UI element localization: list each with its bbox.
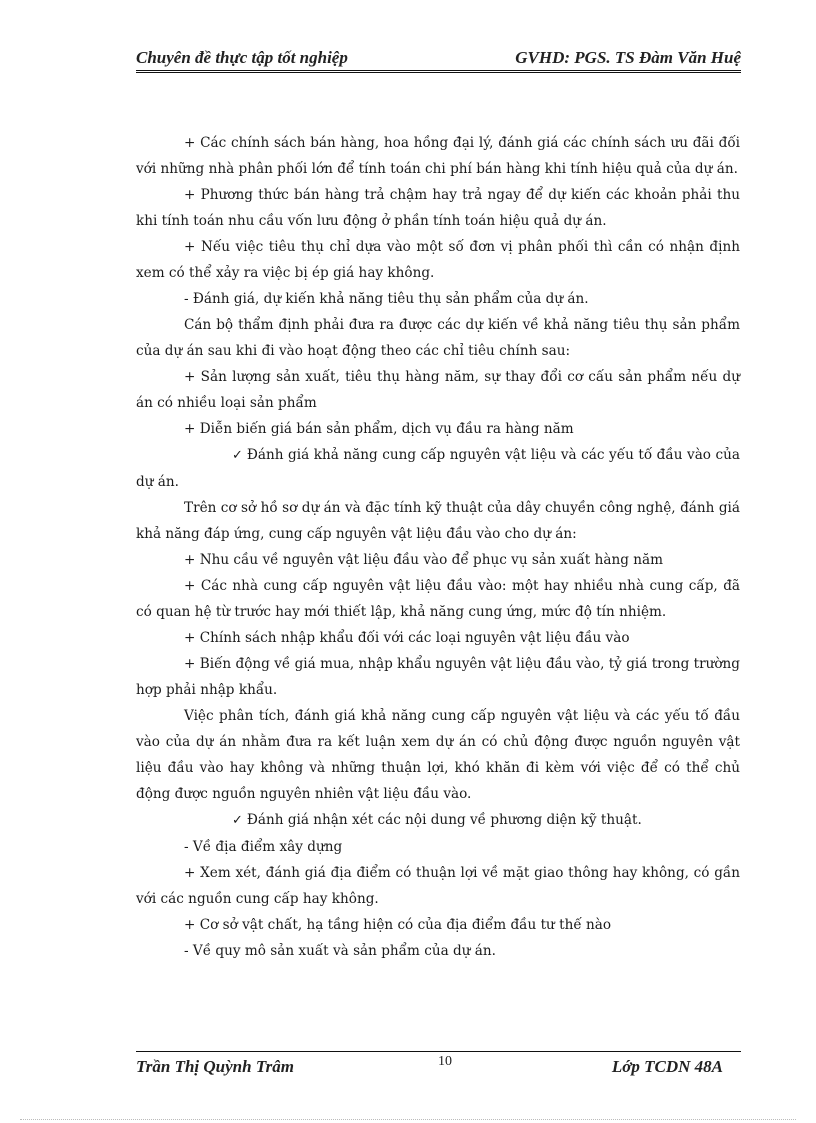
paragraph: - Về quy mô sản xuất và sản phẩm của dự án. [184, 943, 496, 959]
paragraph: + Phương thức bán hàng trả chậm hay trả ngay để dự kiến các khoản phải thu khi tính toán nhu cầu vốn lưu động ở phần tính toán hiệu quả dự án. [136, 187, 740, 229]
page-header [136, 48, 741, 71]
document-body [136, 130, 740, 964]
paragraph: Cán bộ thẩm định phải đưa ra được các dự kiến về khả năng tiêu thụ sản phẩm của dự án sau khi đi vào hoạt động theo các chỉ tiêu chính sau: [136, 317, 740, 359]
paragraph: Trên cơ sở hồ sơ dự án và đặc tính kỹ thuật của dây chuyền công nghệ, đánh giá khả năng đáp ứng, cung cấp nguyên vật liệu đầu vào cho dự án: [136, 500, 740, 542]
paragraph: + Sản lượng sản xuất, tiêu thụ hàng năm, sự thay đổi cơ cấu sản phẩm nếu dự án có nhiều loại sản phẩm [136, 369, 740, 411]
section-heading [136, 807, 740, 834]
paragraph: + Biến động về giá mua, nhập khẩu nguyên vật liệu đầu vào, tỷ giá trong trường hợp phải nhập khẩu. [136, 656, 740, 698]
paragraph: + Các chính sách bán hàng, hoa hồng đại lý, đánh giá các chính sách ưu đãi đối với những nhà phân phối lớn để tính toán chi phí bán hàng khi tính hiệu quả của dự án. [136, 135, 740, 177]
paragraph: - Về địa điểm xây dựng [184, 839, 343, 855]
paragraph: Việc phân tích, đánh giá khả năng cung cấp nguyên vật liệu và các yếu tố đầu vào của dự án nhằm đưa ra kết luận xem dự án có chủ động được nguồn nguyên vật liệu đầu vào hay không và những thuận lợi, khó khăn đi kèm với việc để có thể chủ động được nguồn nguyên nhiên vật liệu đầu vào. [136, 708, 740, 802]
footer-author: Trần Thị Quỳnh Trâm [136, 1057, 294, 1076]
section-heading [136, 442, 740, 495]
paragraph: + Nhu cầu về nguyên vật liệu đầu vào để phục vụ sản xuất hàng năm [184, 552, 663, 568]
page-footer [136, 1051, 741, 1078]
paragraph: + Cơ sở vật chất, hạ tầng hiện có của địa điểm đầu tư thế nào [184, 917, 612, 933]
check-icon: ✓ [232, 448, 243, 463]
paragraph: + Các nhà cung cấp nguyên vật liệu đầu vào: một hay nhiều nhà cung cấp, đã có quan hệ từ trước hay mới thiết lập, khả năng cung ứng, mức độ tín nhiệm. [136, 578, 740, 620]
page-number: 10 [438, 1054, 452, 1069]
paragraph: - Đánh giá, dự kiến khả năng tiêu thụ sản phẩm của dự án. [184, 291, 589, 307]
page-edge-divider [20, 1119, 796, 1120]
footer-class: Lớp TCDN 48A [611, 1057, 723, 1076]
section-heading-text: Đánh giá khả năng cung cấp nguyên vật liệu và các yếu tố đầu vào của dự án. [136, 447, 740, 490]
paragraph: + Xem xét, đánh giá địa điểm có thuận lợi về mặt giao thông hay không, có gần với các nguồn cung cấp hay không. [136, 865, 740, 907]
header-divider [136, 72, 741, 73]
section-heading-text: Đánh giá nhận xét các nội dung về phương diện kỹ thuật. [246, 812, 642, 828]
header-title: Chuyên đề thực tập tốt nghiệp [136, 48, 348, 67]
check-icon: ✓ [232, 813, 243, 828]
header-advisor: GVHD: PGS. TS Đàm Văn Huệ [515, 48, 741, 67]
paragraph: + Chính sách nhập khẩu đối với các loại nguyên vật liệu đầu vào [184, 630, 630, 646]
paragraph: + Nếu việc tiêu thụ chỉ dựa vào một số đơn vị phân phối thì cần có nhận định xem có thể xảy ra việc bị ép giá hay không. [136, 239, 740, 281]
paragraph: + Diễn biến giá bán sản phẩm, dịch vụ đầu ra hàng năm [184, 421, 574, 437]
